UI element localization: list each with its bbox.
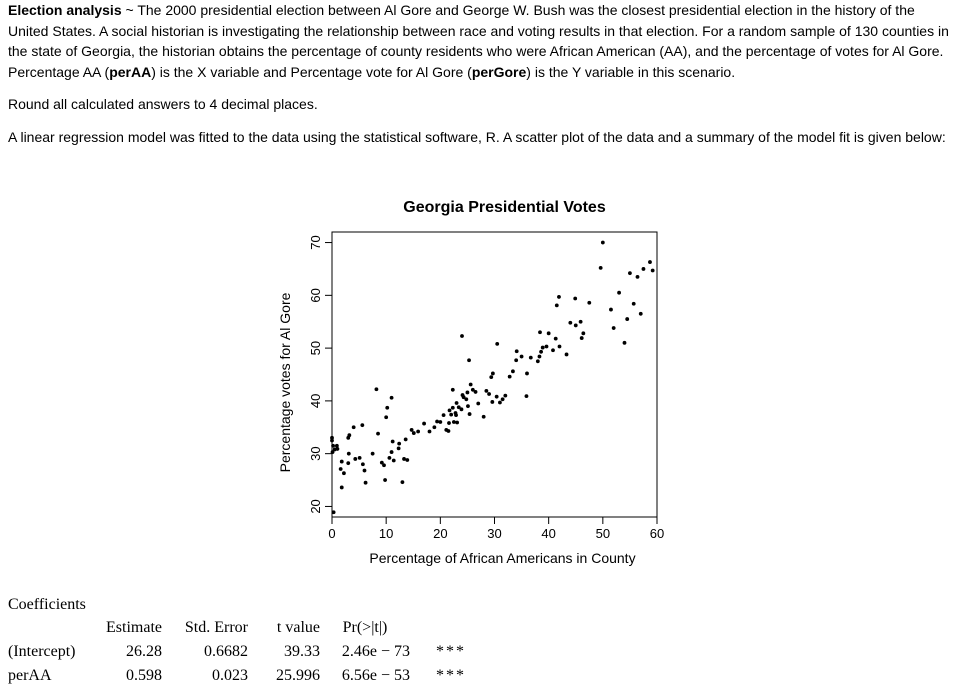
data-point	[347, 433, 351, 437]
row-name: perAA	[8, 667, 52, 684]
row-name: (Intercept)	[8, 643, 76, 660]
data-point	[525, 372, 529, 376]
coefficients-table	[8, 616, 466, 688]
x-tick-label: 0	[328, 526, 336, 541]
data-point	[412, 431, 416, 435]
data-point	[484, 389, 488, 393]
data-point	[551, 348, 555, 352]
y-axis-label: Percentage votes for Al Gore	[277, 292, 293, 473]
data-point	[490, 400, 494, 404]
data-point	[339, 467, 343, 471]
y-variable-name: perGore	[471, 63, 527, 80]
data-point	[580, 336, 584, 340]
data-point	[360, 423, 364, 427]
data-point	[529, 356, 533, 360]
data-point	[545, 345, 549, 349]
data-point	[455, 421, 459, 425]
data-point	[451, 406, 455, 410]
description-text-1: The 2000 presidential election between Al Gore and George W. Bush was the closest presidential election in the history of the United States. A social historian is investigating the relationship between race and voting results in that election. For a random sample of 130 counties in the state of Georgia, the historian obtains the percentage of county residents who were African American (AA), and the percentage of votes for Al Gore. Percentage AA (	[8, 2, 949, 80]
x-tick-label: 10	[378, 526, 394, 541]
data-point	[464, 397, 468, 401]
data-point	[467, 358, 471, 362]
header-p-value: Pr(>|t|)	[342, 619, 388, 636]
data-point	[340, 486, 344, 490]
y-tick-label: 40	[308, 393, 323, 409]
data-point	[385, 406, 389, 410]
scatter-plot	[270, 190, 670, 575]
std-error-cell: 0.023	[212, 667, 248, 684]
data-point	[599, 266, 603, 270]
x-tick-label: 30	[487, 526, 502, 541]
t-value-cell: 39.33	[284, 643, 320, 660]
data-point	[404, 438, 408, 442]
data-point	[331, 444, 335, 448]
data-point	[651, 269, 655, 273]
data-point	[358, 456, 362, 460]
data-point	[449, 413, 453, 417]
data-point	[541, 346, 545, 350]
data-point	[498, 401, 502, 405]
data-point	[482, 415, 486, 419]
data-point	[579, 320, 583, 324]
data-point	[455, 401, 459, 405]
data-point	[609, 308, 613, 312]
data-point	[514, 358, 518, 362]
p-value-cell: 6.56e − 53	[341, 667, 410, 684]
data-point	[623, 341, 627, 345]
data-point	[331, 450, 335, 454]
y-tick-label: 20	[308, 499, 323, 514]
x-tick-label: 20	[433, 526, 448, 541]
table-row	[8, 664, 466, 688]
p-value-cell: 2.46e − 73	[341, 643, 410, 660]
data-point	[468, 412, 472, 416]
std-error-cell: 0.6682	[204, 643, 248, 660]
data-point	[435, 420, 439, 424]
problem-description	[8, 0, 953, 82]
data-point	[474, 390, 478, 394]
header-blank	[8, 616, 100, 640]
data-point	[347, 452, 351, 456]
data-point	[639, 312, 643, 316]
data-point	[361, 462, 365, 466]
data-point	[648, 260, 652, 264]
data-point	[642, 267, 646, 271]
data-point	[432, 425, 436, 429]
rounding-instruction: Round all calculated answers to 4 decimal places.	[8, 96, 318, 112]
header-t-value: t value	[276, 619, 320, 636]
data-point	[538, 355, 542, 359]
data-point	[487, 392, 491, 396]
data-point	[391, 440, 395, 444]
data-point	[469, 383, 473, 387]
signif-cell: ***	[436, 643, 466, 660]
data-point	[557, 295, 561, 299]
data-point	[581, 331, 585, 335]
data-point	[573, 297, 577, 301]
data-point	[402, 457, 406, 461]
data-point	[390, 450, 394, 454]
y-tick-label: 60	[308, 288, 323, 303]
data-point	[547, 331, 551, 335]
data-point	[375, 387, 379, 391]
data-point	[538, 330, 542, 334]
x-tick-label: 60	[649, 526, 665, 541]
data-point	[447, 429, 451, 433]
data-point	[555, 303, 559, 307]
coefficients-title: Coefficients	[8, 596, 86, 613]
header-signif	[410, 616, 466, 640]
model-description: A linear regression model was fitted to the data using the statistical software, R. A scatter plot of the data and a summary of the model fit is given below:	[8, 129, 946, 145]
data-point	[520, 355, 524, 359]
data-point	[388, 456, 392, 460]
data-point	[466, 404, 470, 408]
data-point	[525, 394, 529, 398]
data-point	[574, 324, 578, 328]
data-point	[565, 353, 569, 357]
data-point	[495, 395, 499, 399]
data-point	[438, 420, 442, 424]
data-point	[460, 407, 464, 411]
plot-frame	[332, 232, 657, 517]
data-point	[364, 481, 368, 485]
data-point	[452, 420, 456, 424]
data-point	[632, 302, 636, 306]
data-point	[508, 375, 512, 379]
data-point	[495, 342, 499, 346]
chart-title: Georgia Presidential Votes	[403, 199, 606, 216]
data-point	[617, 291, 621, 295]
data-point	[342, 471, 346, 475]
data-point	[410, 428, 414, 432]
data-point	[489, 375, 493, 379]
data-point	[384, 415, 388, 419]
header-estimate: Estimate	[106, 619, 162, 636]
data-point	[428, 430, 432, 434]
data-point	[392, 459, 396, 463]
data-point	[601, 241, 605, 245]
data-point	[451, 388, 455, 392]
x-axis-label: Percentage of African Americans in County	[369, 550, 636, 566]
heading-separator: ~	[121, 2, 138, 18]
data-point	[383, 478, 387, 482]
data-point	[335, 444, 339, 448]
data-point	[390, 396, 394, 400]
coefficients-header-row	[8, 616, 466, 640]
description-text-3: ) is the Y variable in this scenario.	[526, 63, 736, 80]
data-point	[330, 439, 334, 443]
data-point	[352, 425, 356, 429]
data-point	[511, 369, 515, 373]
estimate-cell: 26.28	[126, 643, 162, 660]
data-point	[501, 397, 505, 401]
data-point	[625, 317, 629, 321]
data-point	[587, 301, 591, 305]
x-tick-label: 50	[595, 526, 611, 541]
data-point	[554, 337, 558, 341]
data-point	[353, 457, 357, 461]
x-variable-name: perAA	[109, 63, 152, 80]
data-point	[503, 394, 507, 398]
header-std-error: Std. Error	[184, 619, 248, 636]
y-tick-label: 30	[308, 446, 323, 461]
data-point	[536, 359, 540, 363]
data-point	[340, 460, 344, 464]
data-point	[371, 452, 375, 456]
problem-heading: Election analysis	[8, 2, 122, 18]
data-point	[636, 275, 640, 279]
estimate-cell: 0.598	[126, 667, 162, 684]
data-point	[397, 442, 401, 446]
data-point	[405, 458, 409, 462]
data-point	[336, 447, 340, 451]
data-point	[628, 271, 632, 275]
data-point	[382, 463, 386, 467]
data-point	[568, 321, 572, 325]
data-point	[397, 446, 401, 450]
data-point	[401, 480, 405, 484]
signif-cell: ***	[436, 667, 466, 684]
data-point	[363, 469, 367, 473]
data-point	[454, 413, 458, 417]
data-point	[491, 372, 495, 376]
data-point	[539, 350, 543, 354]
data-point	[612, 326, 616, 330]
data-point	[416, 430, 420, 434]
description-text-2: ) is the X variable and Percentage vote for Al Gore (	[151, 63, 472, 80]
y-tick-label: 70	[308, 235, 323, 250]
data-point	[448, 408, 452, 412]
table-row	[8, 640, 466, 664]
data-point	[460, 334, 464, 338]
data-point	[442, 413, 446, 417]
data-point	[376, 432, 380, 436]
data-point	[332, 510, 336, 514]
data-point	[422, 422, 426, 426]
data-point	[558, 345, 562, 349]
y-tick-label: 50	[308, 340, 323, 356]
data-point	[515, 349, 519, 353]
x-tick-label: 40	[541, 526, 556, 541]
t-value-cell: 25.996	[276, 667, 320, 684]
data-point	[346, 461, 350, 465]
data-point	[447, 421, 451, 425]
data-point	[476, 402, 480, 406]
data-point	[466, 391, 470, 395]
